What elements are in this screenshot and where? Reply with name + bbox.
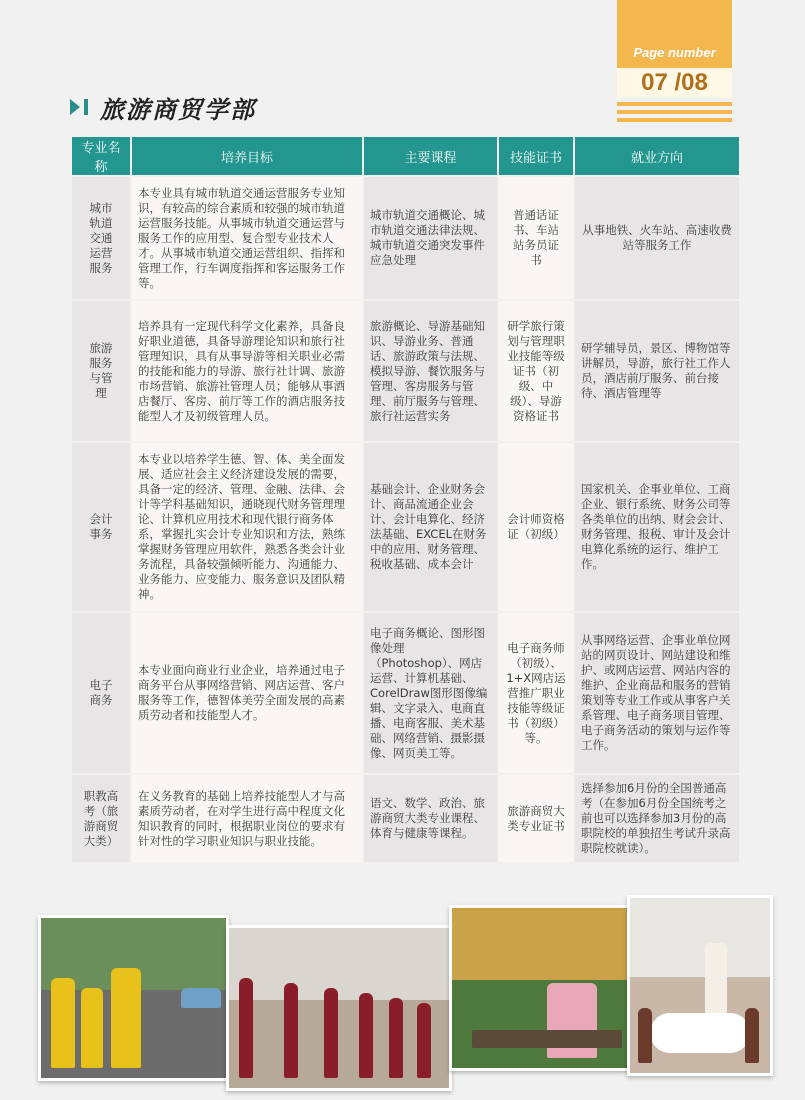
table-row (72, 775, 739, 862)
title-bar-decoration (84, 99, 88, 115)
etiquette-training-photo (226, 925, 452, 1091)
figure-shape (284, 983, 298, 1078)
skill-certificate: 研学旅行策划与管理职业技能等级证书（初级、中级）、导游资格证书 (499, 301, 573, 441)
skill-certificate: 会计师资格证（初级） (499, 443, 573, 611)
photo-ground (229, 1000, 449, 1088)
training-goal: 培养具有一定现代科学文化素养，具备良好职业道德，具备导游理论知识和旅行社管理知识，具有从事导游等相关职业必需的技能和能力的导游、旅行社计调、旅游市场营销、旅游社管理人员；能够从事酒店餐厅、客房、前厅等工作的酒店服务技能型人才及初级管理人员。 (132, 301, 362, 441)
dining-room-photo (627, 895, 773, 1076)
figure-shape (324, 988, 338, 1078)
table-row (72, 177, 739, 299)
figure-shape (472, 1030, 622, 1048)
main-courses: 电子商务概论、图形图像处理（Photoshop）、网店运营、计算机基础、CorelDraw图形图像编辑、文字录入、电商直播、电商客服、美术基础、网络营销、摄影摄像、网页美工等。 (364, 613, 497, 773)
header-courses: 主要课程 (364, 137, 497, 175)
main-courses: 语文、数学、政治、旅游商贸大类专业课程、体育与健康等课程。 (364, 775, 497, 862)
major-name: 职教高考（旅游商贸大类） (72, 775, 130, 862)
figure-shape (81, 988, 103, 1068)
figure-shape (51, 978, 75, 1068)
figure-shape (638, 1008, 652, 1063)
major-name: 电子商务 (72, 613, 130, 773)
decor-stripe (617, 118, 732, 122)
figure-shape (239, 978, 253, 1078)
figure-shape (389, 998, 403, 1078)
employment-direction: 从事网络运营、企事业单位网站的网页设计、网站建设和维护、或网店运营、网站内容的维护、企业商品和服务的营销策划等专业工作或从事客户关系管理、电子商务项目管理、电子商务活动的策划与运作等工作。 (575, 613, 739, 773)
training-goal: 在义务教育的基础上培养技能型人才与高素质劳动者，在对学生进行高中程度文化知识教育的同时，根据职业岗位的要求有针对性的学习职业知识与职业技能。 (132, 775, 362, 862)
page-number-block (617, 0, 732, 95)
photo-ground (452, 980, 627, 1068)
employment-direction: 研学辅导员，景区、博物馆等讲解员，导游，旅行社工作人员，酒店前厅服务、前台接待、酒店管理等 (575, 301, 739, 441)
decor-stripe (617, 110, 732, 114)
header-jobs: 就业方向 (575, 137, 739, 175)
photo-background (229, 928, 449, 1000)
photo-background (452, 908, 627, 980)
major-name: 会计事务 (72, 443, 130, 611)
figure-shape (745, 1008, 759, 1063)
employment-direction: 国家机关、企事业单位、工商企业、银行系统、财务公司等各类单位的出纳、财会会计、财务管理、报税、审计及会计电算化系统的运行、维护工作。 (575, 443, 739, 611)
main-courses: 城市轨道交通概论、城市轨道交通法律法规、城市轨道交通突发事件应急处理 (364, 177, 497, 299)
page-number-label: Page number (633, 45, 716, 60)
main-courses: 基础会计、企业财务会计、商品流通企业会计、会计电算化、经济法基础、EXCEL在财务中的应用、财务管理、税收基础、成本会计 (364, 443, 497, 611)
employment-direction: 从事地铁、火车站、高速收费站等服务工作 (575, 177, 739, 299)
main-courses: 旅游概论、导游基础知识、导游业务、普通话、旅游政策与法规、模拟导游、餐饮服务与管理、客房服务与管理、前厅服务与管理、旅行社运营实务 (364, 301, 497, 441)
figure-shape (111, 968, 141, 1068)
tea-art-photo (449, 905, 630, 1071)
figure-shape (705, 943, 727, 1013)
header-goal: 培养目标 (132, 137, 362, 175)
figure-shape (650, 1013, 750, 1053)
table-row (72, 443, 739, 611)
photo-background (630, 898, 770, 977)
figure-shape (359, 993, 373, 1078)
figure-shape (181, 988, 221, 1008)
skill-certificate: 普通话证书、车站站务员证书 (499, 177, 573, 299)
table-row (72, 613, 739, 773)
page-number: 07 /08 (617, 68, 732, 98)
major-name: 旅游服务与管理 (72, 301, 130, 441)
major-name: 城市轨道交通运营服务 (72, 177, 130, 299)
training-goal: 本专业面向商业行业企业，培养通过电子商务平台从事网络营销、网店运营、客户服务等工作，德智体美劳全面发展的高素质劳动者和技能型人才。 (132, 613, 362, 773)
employment-direction: 选择参加6月份的全国普通高考（在参加6月份全国统考之前也可以选择参加3月份的高职院校的单独招生考试升录高职院校就读）。 (575, 775, 739, 862)
figure-shape (417, 1003, 431, 1078)
skill-certificate: 旅游商贸大类专业证书 (499, 775, 573, 862)
decor-stripe (617, 102, 732, 106)
header-cert: 技能证书 (499, 137, 573, 175)
skill-certificate: 电子商务师（初级）、1+X网店运营推广职业技能等级证书（初级）等。 (499, 613, 573, 773)
arrow-icon (70, 99, 80, 115)
training-goal: 本专业以培养学生德、智、体、美全面发展、适应社会主义经济建设发展的需要，具备一定的经济、管理、金融、法律、会计等学科基础知识，通晓现代财务管理理论、计算机应用技术和现代银行商务体系，掌握扎实会计专业知识和方法，熟练掌握财务管理应用软件，熟悉各类会计业务流程，具备较强倾听能力、沟通能力、业务能力、应变能力、服务意识及团队精神。 (132, 443, 362, 611)
table-row (72, 301, 739, 441)
page-title: 旅游商贸学部 (100, 95, 256, 124)
volunteers-photo (38, 915, 229, 1081)
header-major: 专业名称 (72, 137, 130, 175)
table-header-row (72, 137, 739, 175)
section-title (70, 90, 256, 124)
majors-table (70, 135, 741, 864)
training-goal: 本专业具有城市轨道交通运营服务专业知识，有较高的综合素质和较强的城市轨道运营服务技能。从事城市轨道交通运营与服务工作的应用型、复合型专业技术人才。从事城市轨道交通运营组织、指挥和管理工作，行车调度指挥和客运服务工作等。 (132, 177, 362, 299)
